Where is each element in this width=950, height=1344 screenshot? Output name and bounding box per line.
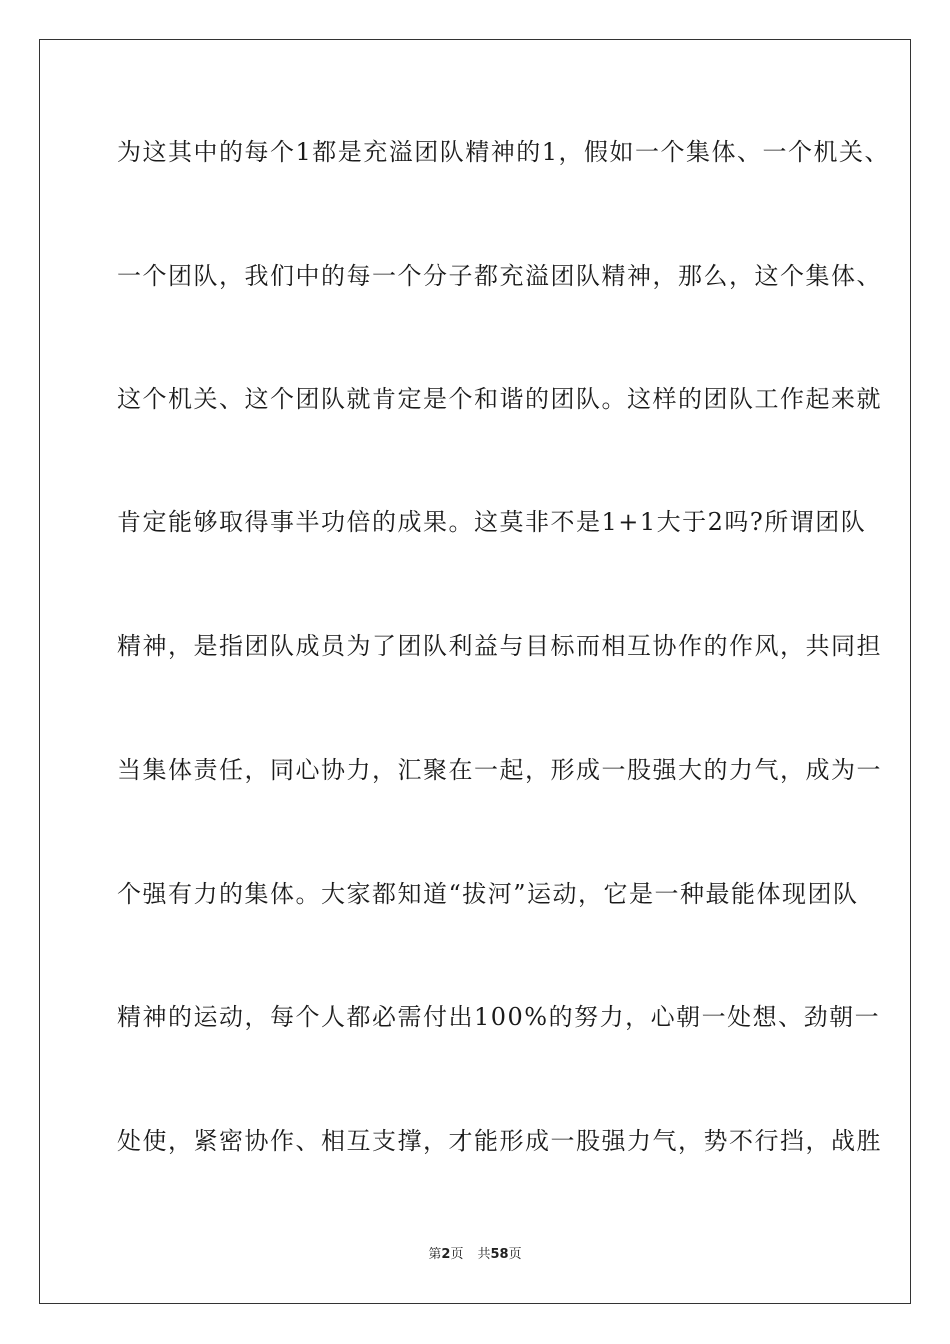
footer-total-pages: 58 — [490, 1247, 509, 1262]
body-text-line-2: 一个团队，我们中的每一个分子都充溢团队精神，那么，这个集体、 — [117, 262, 882, 290]
footer-total-prefix: 共 — [477, 1247, 491, 1262]
body-text-line-9: 处使，紧密协作、相互支撑，才能形成一股强力气，势不行挡，战胜 — [117, 1127, 882, 1155]
footer-page-number: 2 — [441, 1247, 451, 1262]
body-text-line-5: 精神，是指团队成员为了团队利益与目标而相互协作的作风，共同担 — [117, 632, 882, 660]
body-text-line-1: 为这其中的每个1都是充溢团队精神的1，假如一个集体、一个机关、 — [117, 138, 891, 166]
body-text-line-6: 当集体责任，同心协力，汇聚在一起，形成一股强大的力气，成为一 — [117, 756, 882, 784]
footer-page-suffix: 页 — [450, 1247, 464, 1262]
footer-page-prefix: 第 — [428, 1247, 442, 1262]
body-text-line-7: 个强有力的集体。大家都知道“拔河”运动，它是一种最能体现团队 — [117, 880, 859, 908]
page-footer — [0, 1247, 950, 1263]
body-text-line-8: 精神的运动，每个人都必需付出100%的努力，心朝一处想、劲朝一 — [117, 1003, 881, 1031]
footer-total-suffix: 页 — [508, 1247, 522, 1262]
body-text-line-4: 肯定能够取得事半功倍的成果。这莫非不是1+1大于2吗?所谓团队 — [117, 508, 867, 536]
page-border — [39, 39, 911, 1304]
body-text-line-3: 这个机关、这个团队就肯定是个和谐的团队。这样的团队工作起来就 — [117, 385, 882, 413]
